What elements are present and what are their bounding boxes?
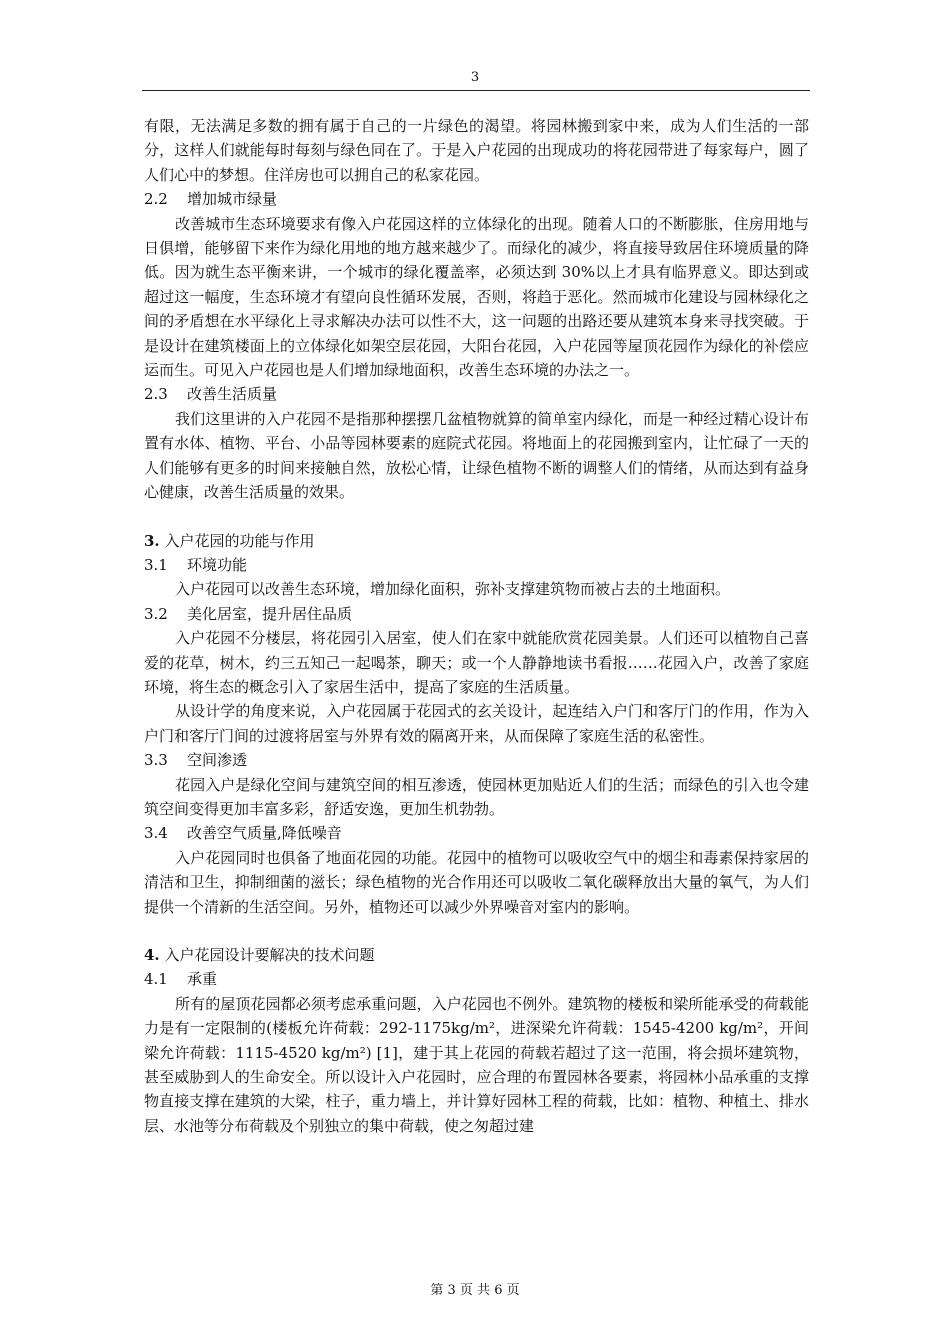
paragraph: 我们这里讲的入户花园不是指那种摆摆几盆植物就算的简单室内绿化，而是一种经过精心设计布置有水体、植物、平台、小品等园林要素的庭院式花园。将地面上的花园搬到室内，让忙碌了一天的人们能够有更多的时间来接触自然，放松心情，让绿色植物不断的调整人们的情绪，从而达到有益身心健康，改善生活质量的效果。 (144, 409, 809, 502)
paragraph: 入户花园同时也俱备了地面花园的功能。花园中的植物可以吸收空气中的烟尘和毒素保持家居的清洁和卫生，抑制细菌的滋长；绿色植物的光合作用还可以吸收二氧化碳释放出大量的氧气，为人们提供一个清新的生活空间。另外，植物还可以减少外界噪音对室内的影响。 (144, 848, 809, 916)
subsection-heading (144, 967, 809, 991)
heading-number: 3.2 (144, 604, 168, 623)
heading-text: 承重 (186, 970, 217, 989)
subsection-heading (144, 821, 809, 845)
header-rule (142, 90, 810, 91)
heading-number: 4.1 (144, 970, 168, 989)
heading-text: 美化居室，提升居住品质 (186, 604, 352, 623)
heading-number: 3.3 (144, 751, 168, 770)
heading-text: 改善空气质量,降低噪音 (186, 824, 342, 843)
heading-text: 增加城市绿量 (186, 190, 277, 209)
paragraph: 所有的屋顶花园都必须考虑承重问题，入户花园也不例外。建筑物的楼板和梁所能承受的荷载能力是有一定限制的(楼板允许荷载：292-1175kg/m²，进深梁允许荷载：1545-4200 kg/m²，开间梁允许荷载：1115-4520 kg/m²) [1]，建于其上花园的荷载若超过了这一范围，将会损坏建筑物，甚至威胁到人的生命安全。所以设计入户花园时，应合理的布置园林各要素，将园林小品承重的支撑物直接支撑在建筑的大梁，柱子，重力墙上，并计算好园林工程的荷载，比如：植物、种植土、排水层、水池等分布荷载及个别独立的集中荷载，使之匆超过建 (144, 994, 809, 1135)
heading-number: 3. (144, 531, 160, 550)
paragraph: 入户花园不分楼层，将花园引入居室，使人们在家中就能欣赏花园美景。人们还可以植物自己喜爱的花草，树木，约三五知己一起喝茶，聊天；或一个人静静地读书看报……花园入户，改善了家庭环境，将生态的概念引入了家居生活中，提高了家庭的生活质量。 (144, 629, 809, 696)
paragraph: 从设计学的角度来说，入户花园属于花园式的玄关设计，起连结入户门和客厅门的作用，作为入户门和客厅门间的过渡将居室与外界有效的隔离开来，从而保障了家庭生活的私密性。 (144, 702, 809, 745)
heading-text: 空间渗透 (186, 751, 247, 770)
document-body (144, 114, 809, 1138)
paragraph: 入户花园可以改善生态环境，增加绿化面积，弥补支撑建筑物而被占去的土地面积。 (175, 580, 731, 599)
heading-number: 4. (144, 946, 160, 964)
heading-number: 3.4 (144, 824, 168, 843)
heading-text: 环境功能 (186, 555, 247, 574)
heading-number: 2.2 (144, 190, 168, 209)
subsection-heading (144, 382, 809, 406)
paragraph: 花园入户是绿化空间与建筑空间的相互渗透，使园林更加贴近人们的生活；而绿色的引入也令建筑空间变得更加丰富多彩，舒适安逸，更加生机勃勃。 (144, 775, 809, 818)
paragraph: 改善城市生态环境要求有像入户花园这样的立体绿化的出现。随着人口的不断膨胀，住房用地与日俱增，能够留下来作为绿化用地的地方越来越少了。而绿化的减少，将直接导致居住环境质量的降低。因为就生态平衡来讲，一个城市的绿化覆盖率，必须达到 30%以上才具有临界意义。即达到或超过这一幅度，生态环境才有望向良性循环发展，否则，将趋于恶化。然而城市化建设与园林绿化之间的矛盾想在水平绿化上寻求解决办法可以性不大，这一问题的出路还要从建筑本身来寻找突破。于是设计在建筑楼面上的立体绿化如架空层花园，大阳台花园，入户花园等屋顶花园作为绿化的补偿应运而生。可见入户花园也是人们增加绿地面积，改善生态环境的办法之一。 (144, 214, 809, 380)
subsection-heading (144, 187, 809, 211)
section-heading (144, 529, 809, 553)
footer-page-info: 第 3 页 共 6 页 (430, 1283, 520, 1298)
subsection-heading (144, 553, 809, 577)
paragraph: 有限，无法满足多数的拥有属于自己的一片绿色的渴望。将园林搬到家中来，成为人们生活的一部分，这样人们就能每时每刻与绿色同在了。于是入户花园的出现成功的将花园带进了每家每户，圆了人们心中的梦想。住洋房也可以拥自己的私家花园。 (144, 117, 809, 184)
heading-number: 2.3 (144, 385, 168, 404)
subsection-heading (144, 602, 809, 626)
heading-text: 入户花园设计要解决的技术问题 (164, 946, 375, 964)
heading-number: 3.1 (144, 555, 168, 574)
subsection-heading (144, 748, 809, 772)
heading-text: 入户花园的功能与作用 (164, 531, 315, 550)
header-page-number: 3 (470, 70, 480, 85)
heading-text: 改善生活质量 (186, 385, 277, 404)
section-heading (144, 943, 809, 967)
